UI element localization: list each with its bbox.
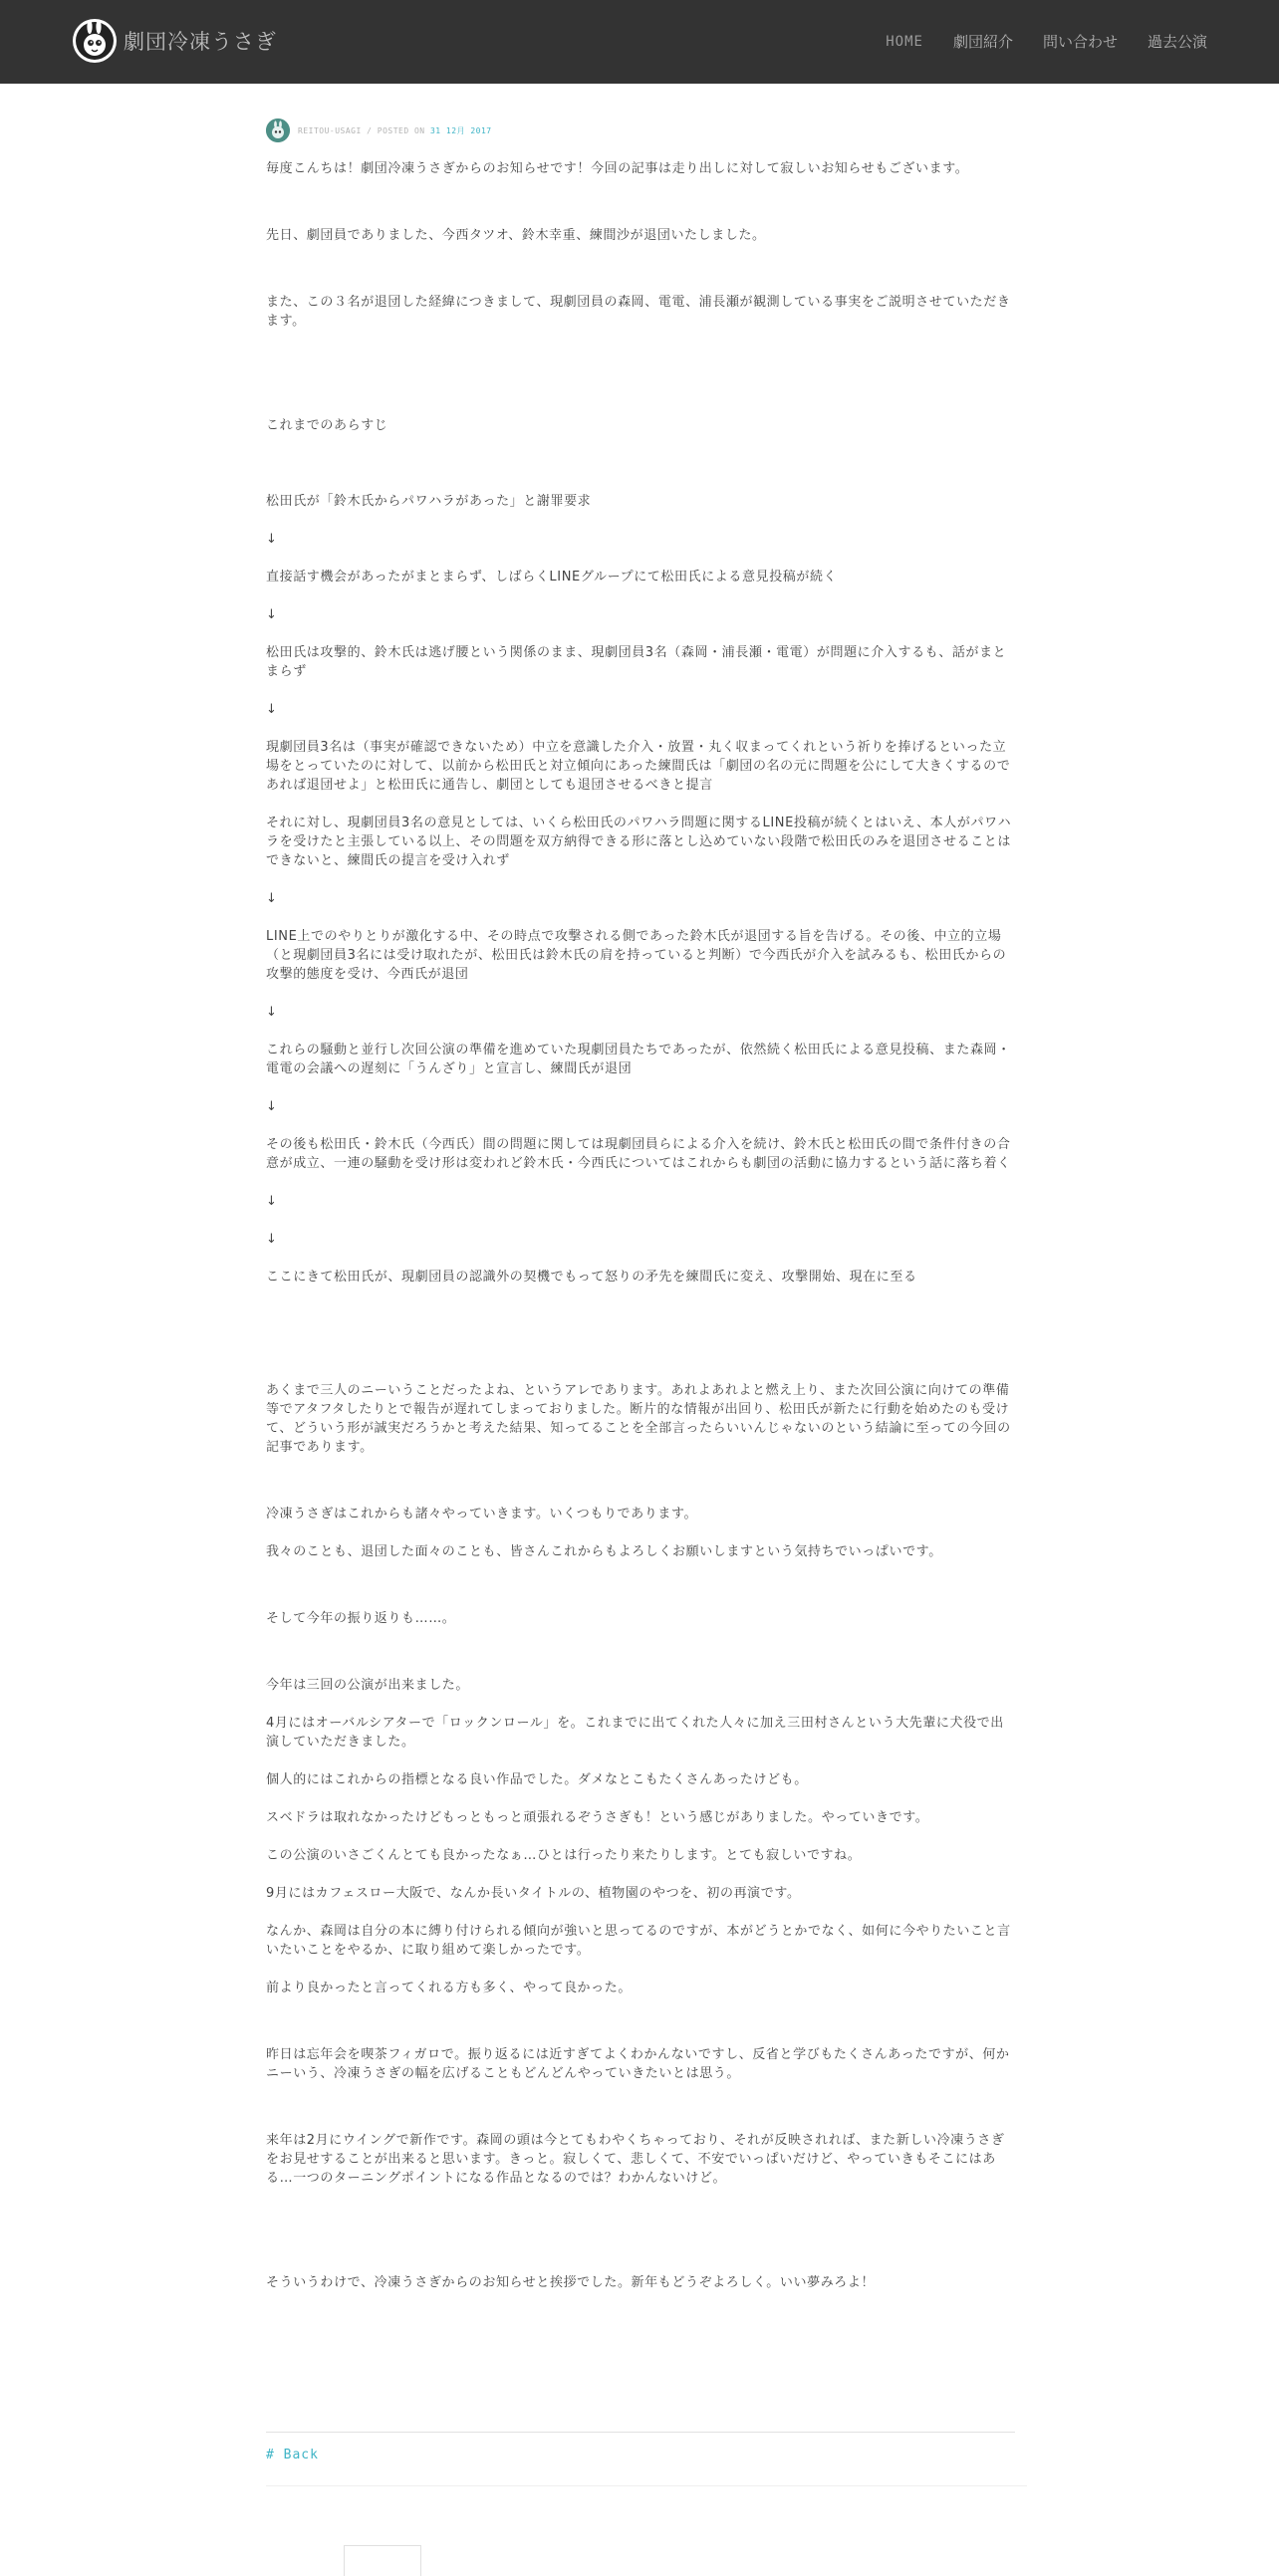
post-paragraph: 昨日は忘年会を喫茶フィガロで。振り返るには近すぎてよくわかんないですし、反省と学びもたくさんあったですが、何かニーいう、冷凍うさぎの幅を広げることもどんどんやっていきたいとは思う。 xyxy=(266,2047,1010,2081)
post-paragraph: 前より良かったと言ってくれる方も多く、やって良かった。 xyxy=(266,1981,632,1995)
nav-contact[interactable]: 問い合わせ xyxy=(1042,33,1118,51)
nav-company[interactable]: 劇団紹介 xyxy=(952,33,1013,51)
post-paragraph: LINE上でのやりとりが激化する中、その時点で攻撃される側であった鈴木氏が退団する旨を告げる。その後、中立的立場（と現劇団員3名には受け取れたが、松田氏は鈴木氏の肩を持っていると判断）で今西氏が介入を試みるも、松田氏からの攻撃的態度を受け、今西氏が退団 xyxy=(266,929,1007,982)
post-paragraph: ↓ xyxy=(266,1005,278,1020)
post-meta xyxy=(266,117,1015,143)
post-paragraph: 今年は三回の公演が出来ました。 xyxy=(266,1678,470,1693)
post-paragraph: なんか、森岡は自分の本に縛り付けられる傾向が強いと思ってるのですが、本がどうとかでなく、如何に今やりたいこと言いたいことをやるか、に取り組めて楽しかったです。 xyxy=(266,1924,1011,1958)
post-paragraph: 松田氏は攻撃的、鈴木氏は逃げ腰という関係のまま、現劇団員3名（森岡・浦長瀬・電電）が問題に介入するも、話がまとまらず xyxy=(266,645,1007,679)
post-paragraph: また、この３名が退団した経緯につきまして、現劇団員の森岡、電電、浦長瀬が観測している事実をご説明させていただきます。 xyxy=(266,295,1011,329)
post-paragraph: ↓ xyxy=(266,607,278,622)
site-title[interactable]: 劇団冷凍うさぎ xyxy=(124,30,277,54)
site-logo[interactable] xyxy=(72,18,277,64)
section-divider xyxy=(266,2485,1027,2486)
post-author[interactable]: REITOU-USAGI xyxy=(298,125,362,135)
posted-on-label: / POSTED ON xyxy=(367,125,425,135)
post-paragraph: この公演のいさごくんとても良かったなぁ…ひとは行ったり来たりします。とても寂しいですね。 xyxy=(266,1848,862,1863)
post-paragraph: 来年は2月にウイングで新作です。森岡の頭は今とてもわやくちゃっており、それが反映されれば、また新しい冷凍うさぎをお見せすることが出来ると思います。きっと。寂しくて、悲しくて、不安でいっぱいだけど、やっていきもそこにはある…一つのターニングポイントになる作品となるのでは？わかんないけど。 xyxy=(266,2133,1005,2186)
post-date: 31 12月 2017 xyxy=(429,125,492,135)
post-paragraph: これまでのあらすじ xyxy=(266,418,388,433)
post-footer-divider xyxy=(266,2432,1015,2433)
post-paragraph: 毎度こんちは！劇団冷凍うさぎからのお知らせです！今回の記事は走り出しに対して寂しいお知らせもございます。 xyxy=(266,161,969,176)
post-paragraph: ↓ xyxy=(266,1194,278,1209)
post-paragraph: 冷凍うさぎはこれからも諸々やっていきます。いくつもりであります。 xyxy=(266,1507,698,1522)
post-paragraph: 4月にはオーバルシアターで「ロックンロール」を。これまでに出てくれた人々に加え三田村さんという大先輩に犬役で出演していただきました。 xyxy=(266,1716,1004,1750)
author-avatar[interactable] xyxy=(266,118,290,142)
main-nav xyxy=(856,30,1207,54)
post-paragraph: ↓ xyxy=(266,532,278,547)
post-paragraph: ↓ xyxy=(266,702,278,717)
post-paragraph: 9月にはカフェスロー大阪で、なんか長いタイトルの、植物園のやつを、初の再演です。 xyxy=(266,1886,801,1901)
post-paragraph: スベドラは取れなかったけどもっともっと頑張れるぞうさぎも！という感じがありました。やっていきです。 xyxy=(266,1810,929,1825)
nav-home[interactable]: HOME xyxy=(886,34,923,50)
back-link[interactable]: # Back xyxy=(266,2448,319,2462)
post-paragraph: ↓ xyxy=(266,1099,278,1114)
post-paragraph: 我々のことも、退団した面々のことも、皆さんこれからもよろしくお願いしますという気持ちでいっぱいです。 xyxy=(266,1544,942,1559)
post-paragraph: そして今年の振り返りも……。 xyxy=(266,1611,456,1626)
post-paragraph: それに対し、現劇団員3名の意見としては、いくら松田氏のパワハラ問題に関するLINE投稿が続くとはいえ、本人がパワハラを受けたと主張している以上、その問題を双方納得できる形に落とし込めていない段階で松田氏のみを退団させることはできないと、練間氏の提言を受け入れず xyxy=(266,816,1012,868)
post-body xyxy=(266,159,1015,2292)
rabbit-logo-icon xyxy=(72,18,118,64)
post-paragraph: ここにきて松田氏が、現劇団員の認識外の契機でもって怒りの矛先を練間氏に変え、攻撃開始、現在に至る xyxy=(266,1270,917,1285)
post-paragraph: 個人的にはこれからの指標となる良い作品でした。ダメなとこもたくさんあったけども。 xyxy=(266,1772,808,1787)
post-paragraph: ↓ xyxy=(266,891,278,906)
post-paragraph: その後も松田氏・鈴木氏（今西氏）間の問題に関しては現劇団員らによる介入を続け、鈴木氏と松田氏の間で条件付きの合意が成立、一連の騒動を受け形は変われど鈴木氏・今西氏についてはこれからも劇団の活動に協力するという話に落ち着く xyxy=(266,1137,1011,1171)
avatar-rabbit-icon xyxy=(266,118,290,142)
blog-post xyxy=(266,117,1015,2292)
post-meta-text xyxy=(298,125,492,136)
post-paragraph: 直接話す機会があったがまとまらず、しばらくLINEグループにて松田氏による意見投稿が続く xyxy=(266,570,838,585)
post-paragraph: 現劇団員3名は（事実が確認できないため）中立を意識した介入・放置・丸く収まってくれという祈りを捧げるといった立場をとっていたのに対して、以前から松田氏と対立傾向にあった練間氏は「劇団の名の元に問題を公にして大きくするのであれば退団せよ」と松田氏に通告し、劇団としても退団させるべきと提言 xyxy=(266,740,1011,793)
post-paragraph: これらの騒動と並行し次回公演の準備を進めていた現劇団員たちであったが、依然続く松田氏による意見投稿、また森岡・電電の会議への遅刻に「うんざり」と宣言し、練間氏が退団 xyxy=(266,1043,1011,1076)
nav-past-shows[interactable]: 過去公演 xyxy=(1147,33,1207,51)
comments-tab[interactable] xyxy=(344,2545,421,2576)
post-paragraph: ↓ xyxy=(266,1232,278,1247)
site-header xyxy=(0,0,1279,84)
post-paragraph: あくまで三人のニーいうことだったよね、というアレであります。あれよあれよと燃え上り、また次回公演に向けての準備等でアタフタしたりとで報告が遅れてしまっておりました。断片的な情報が出回り、松田氏が新たに行動を始めたのも受けて、どういう形が誠実だろうかと考えた結果、知ってることを全部言ったらいいんじゃないのという結論に至っての今回の記事であります。 xyxy=(266,1383,1011,1455)
post-paragraph: 松田氏が「鈴木氏からパワハラがあった」と謝罪要求 xyxy=(266,494,592,509)
post-paragraph: そういうわけで、冷凍うさぎからのお知らせと挨拶でした。新年もどうぞよろしく。いい夢みろよ！ xyxy=(266,2275,876,2290)
post-paragraph: 先日、劇団員でありました、今西タツオ、鈴木幸重、練間沙が退団いたしました。 xyxy=(266,228,766,243)
